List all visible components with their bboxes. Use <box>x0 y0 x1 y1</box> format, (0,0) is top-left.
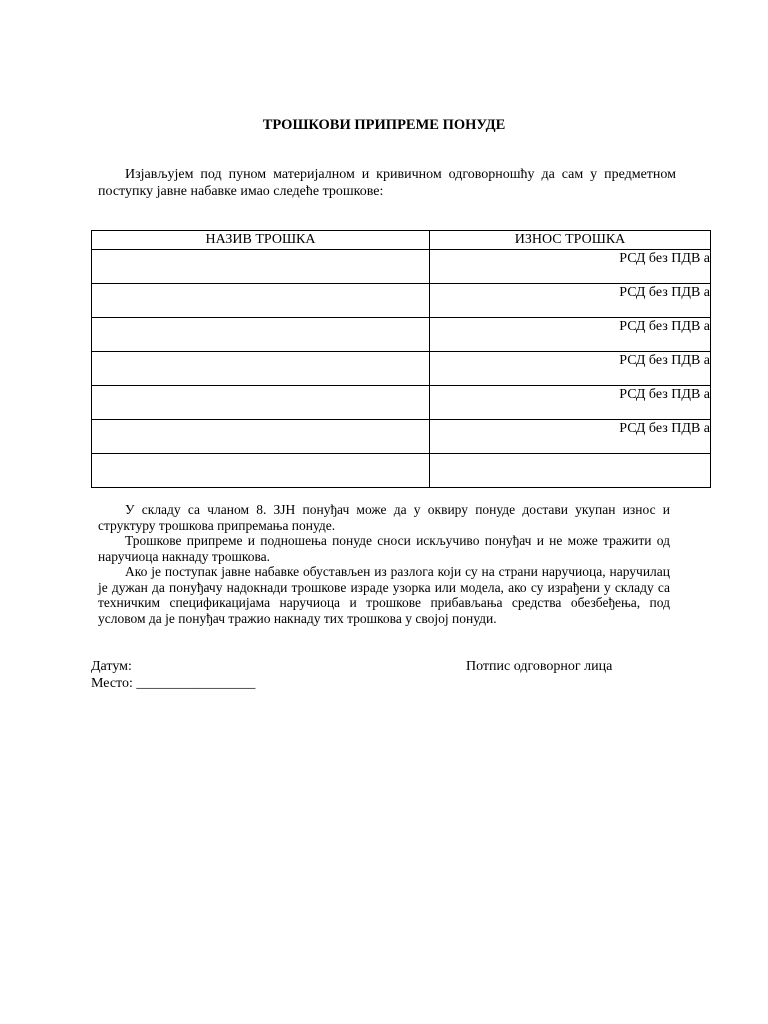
cost-name-cell[interactable] <box>92 352 430 386</box>
cost-amount-cell[interactable] <box>430 318 711 352</box>
paragraph-reimbursement: Ако је поступак јавне набавке обустављен из разлога који су на страни наручиоца, наручилац је дужан да понуђачу надокнади трошкове израде узорка или модела, ако су израђени у складу са техничким спецификацијама наручиоца и трошкове прибављања средства обезбеђења, под условом да је понуђач тражио накнаду тих трошкова у својој понуди. <box>98 564 670 626</box>
header-cost-name: НАЗИВ ТРОШКА <box>92 231 430 250</box>
cost-name-cell[interactable] <box>92 250 430 284</box>
table-row <box>92 250 711 284</box>
table-row <box>92 318 711 352</box>
cost-name-cell[interactable] <box>92 284 430 318</box>
cost-amount-cell[interactable] <box>430 420 711 454</box>
place-label: Место: _________________ <box>91 676 256 691</box>
cost-amount-cell[interactable] <box>430 250 711 284</box>
table-row <box>92 352 711 386</box>
header-cost-amount: ИЗНОС ТРОШКА <box>430 231 711 250</box>
intro-paragraph: Изјављујем под пуном материјалном и кривичном одговорношћу да сам у предметном поступку јавне набавке имао следеће трошкове: <box>98 167 676 199</box>
cost-name-cell[interactable] <box>92 318 430 352</box>
amount-label: РСД без ПДВ а <box>619 421 710 436</box>
table-row <box>92 284 711 318</box>
paragraph-costs-borne: Трошкове припреме и подношења понуде сноси искључиво понуђач и не може тражити од наручиоца накнаду трошкова. <box>98 533 670 564</box>
table-header-row <box>92 231 711 250</box>
cost-name-cell[interactable] <box>92 420 430 454</box>
cost-name-cell[interactable] <box>92 454 430 488</box>
signature-label: Потпис одговорног лица <box>466 659 613 674</box>
amount-label: РСД без ПДВ а <box>619 353 710 368</box>
cost-amount-cell[interactable] <box>430 284 711 318</box>
amount-label: РСД без ПДВ а <box>619 251 710 266</box>
table-row <box>92 386 711 420</box>
amount-label: РСД без ПДВ а <box>619 285 710 300</box>
terms-text <box>98 502 670 626</box>
page-title: ТРОШКОВИ ПРИПРЕМЕ ПОНУДЕ <box>262 117 506 133</box>
amount-label: РСД без ПДВ а <box>619 319 710 334</box>
cost-amount-cell[interactable] <box>430 386 711 420</box>
cost-amount-cell[interactable] <box>430 454 711 488</box>
amount-label: РСД без ПДВ а <box>619 387 710 402</box>
paragraph-article-8: У складу са чланом 8. ЗЈН понуђач може да у оквиру понуде достави укупан износ и структуру трошкова припремања понуде. <box>98 502 670 533</box>
cost-name-cell[interactable] <box>92 386 430 420</box>
costs-table <box>91 230 711 488</box>
date-label: Датум: <box>91 659 132 674</box>
cost-amount-cell[interactable] <box>430 352 711 386</box>
table-row <box>92 454 711 488</box>
table-row <box>92 420 711 454</box>
date-place-block <box>91 658 255 692</box>
